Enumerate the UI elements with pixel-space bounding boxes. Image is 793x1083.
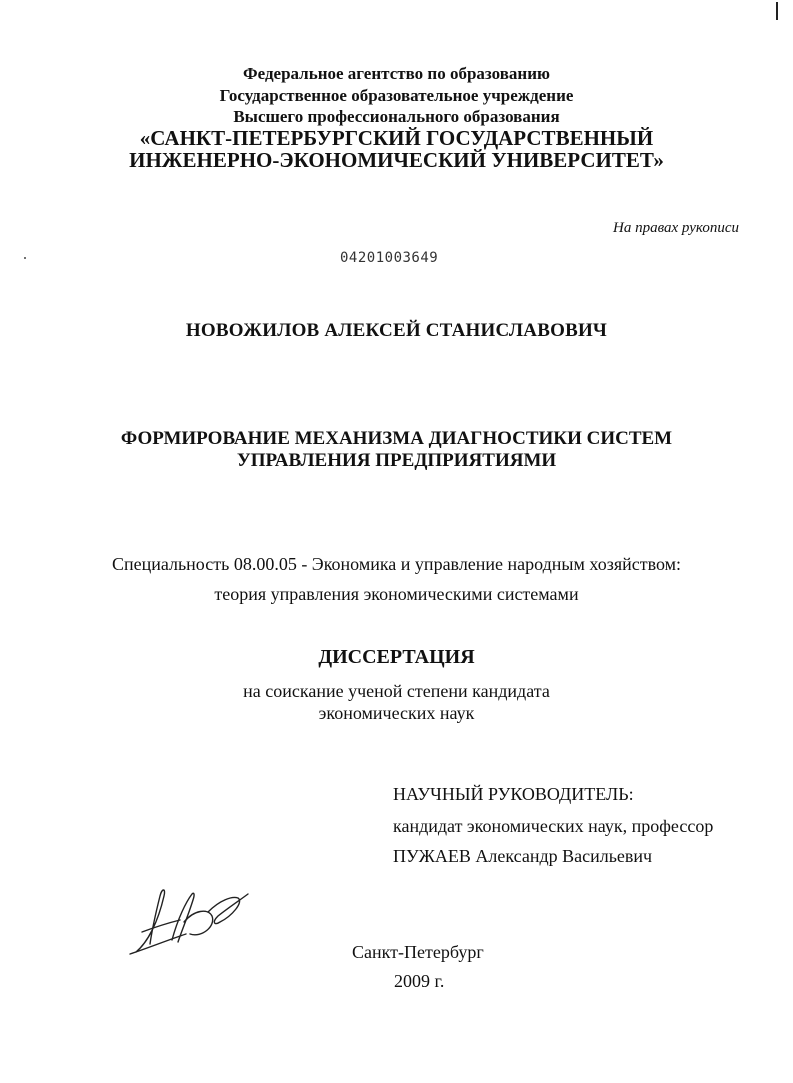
header-education-level: Высшего профессионального образования [233, 107, 560, 126]
scan-edge-mark [776, 2, 778, 20]
footer-year: 2009 г. [394, 971, 445, 991]
header-agency: Федеральное агентство по образованию [243, 64, 550, 83]
thesis-title-line2: УПРАВЛЕНИЯ ПРЕДПРИЯТИЯМИ [236, 450, 557, 471]
dissertation-label: ДИССЕРТАЦИЯ [318, 646, 475, 668]
catalog-number: 04201003649 [340, 250, 439, 266]
supervisor-name: ПУЖАЕВ Александр Васильевич [393, 846, 653, 866]
header-university-line2: ИНЖЕНЕРНО-ЭКОНОМИЧЕСКИЙ УНИВЕРСИТЕТ» [129, 148, 664, 172]
supervisor-heading: НАУЧНЫЙ РУКОВОДИТЕЛЬ: [393, 784, 634, 804]
supervisor-position: кандидат экономических наук, профессор [393, 816, 714, 836]
specialty-line2: теория управления экономическими системами [214, 584, 579, 604]
scan-dot-mark [24, 257, 26, 259]
degree-line2: экономических наук [318, 703, 475, 723]
footer-city: Санкт-Петербург [352, 942, 484, 962]
signature-stroke-5 [208, 894, 248, 924]
header-university-line1: «САНКТ-ПЕТЕРБУРГСКИЙ ГОСУДАРСТВЕННЫЙ [139, 126, 654, 150]
signature-stroke-6 [130, 934, 186, 954]
degree-line1: на соискание ученой степени кандидата [243, 681, 550, 701]
signature-icon [128, 882, 253, 957]
header-institution-type: Государственное образовательное учреждение [219, 86, 574, 105]
rights-note: На правах рукописи [613, 220, 739, 236]
specialty-line1: Специальность 08.00.05 - Экономика и управление народным хозяйством: [111, 554, 682, 574]
author-name: НОВОЖИЛОВ АЛЕКСЕЙ СТАНИСЛАВОВИЧ [185, 320, 608, 341]
thesis-title-line1: ФОРМИРОВАНИЕ МЕХАНИЗМА ДИАГНОСТИКИ СИСТЕМ [120, 428, 673, 449]
